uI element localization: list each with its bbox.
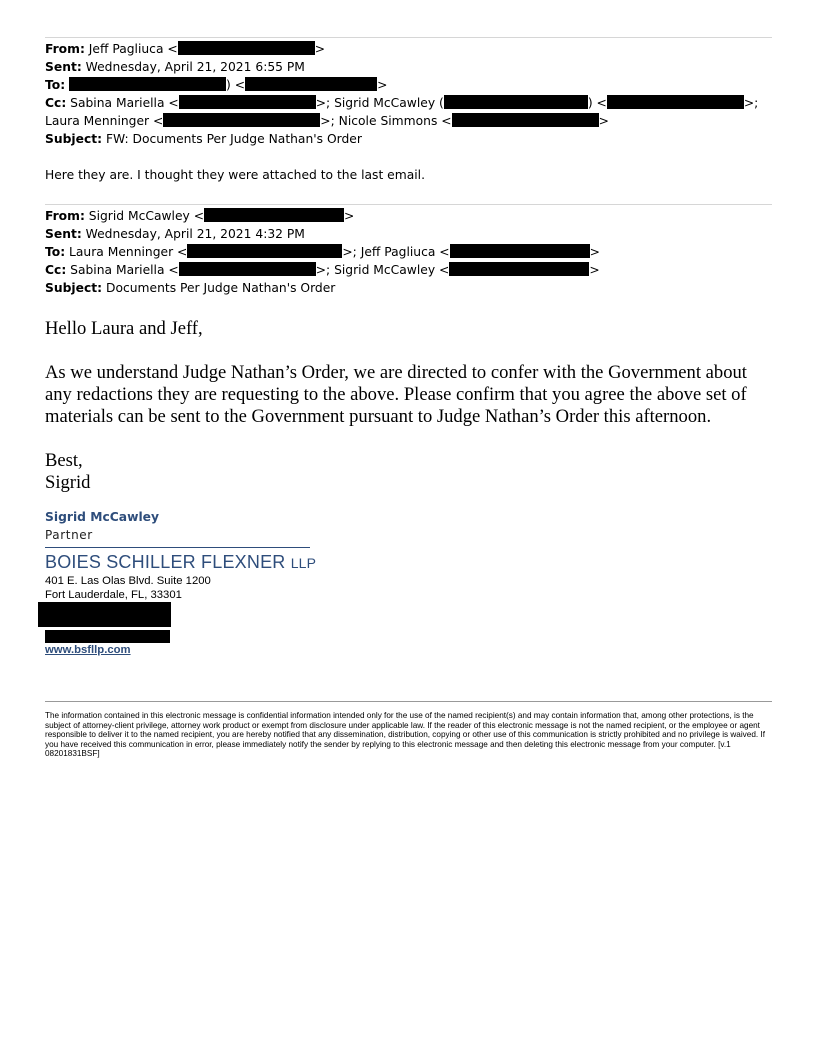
email-separator (45, 204, 772, 205)
email2-paragraph: As we understand Judge Nathan’s Order, we are directed to confer with the Government about any redactions they are requesting to the above. Please confirm that you agree the above set of materials can be sent to the Government pursuant to Judge Nathan’s Order this afternoon. (45, 362, 747, 427)
email1-cc-line-2 (45, 112, 758, 130)
from-name: Jeff Pagliuca < (88, 42, 178, 56)
redaction-block (179, 262, 316, 276)
to-label: To: (45, 78, 66, 92)
cc-recipient: Laura Menninger < (45, 114, 164, 128)
redaction-block (187, 244, 342, 258)
angle-close: > (314, 42, 326, 56)
email1-header (45, 40, 758, 148)
angle-close: > (344, 209, 355, 223)
email2-subject-line (45, 279, 600, 297)
website-link[interactable]: www.bsfllp.com (45, 644, 131, 656)
redaction-block (38, 602, 171, 627)
email2-header (45, 207, 600, 297)
to-recipient: >; Jeff Pagliuca < (342, 245, 450, 259)
top-separator (45, 37, 772, 38)
redaction-block (204, 208, 344, 222)
to-separator: ) < (226, 78, 246, 92)
email1-subject-line (45, 130, 758, 148)
cc-recipient: >; Sigrid McCawley ( (315, 96, 444, 110)
redaction-block (163, 113, 320, 127)
redaction-block (179, 95, 316, 109)
angle-close: > (598, 114, 609, 128)
email1-from-line (45, 40, 758, 58)
firm-suffix: LLP (290, 555, 317, 571)
cc-recipient: >; Nicole Simmons < (320, 114, 452, 128)
redaction-block (450, 244, 590, 258)
to-recipient: Laura Menninger < (69, 245, 188, 259)
address-line-1: 401 E. Las Olas Blvd. Suite 1200 (45, 575, 211, 587)
email2-closing: Best, (45, 450, 83, 471)
signature-title: Partner (45, 528, 93, 542)
redaction-block (444, 95, 588, 109)
email2-to-line (45, 243, 600, 261)
firm-name (45, 552, 316, 573)
to-label: To: (45, 245, 66, 259)
sent-label: Sent: (45, 60, 82, 74)
from-name: Sigrid McCawley < (88, 209, 205, 223)
cc-separator: ) < (587, 96, 607, 110)
signature-name: Sigrid McCawley (45, 510, 160, 524)
email2-from-line (45, 207, 600, 225)
angle-close: > (377, 78, 388, 92)
address-line-2: Fort Lauderdale, FL, 33301 (45, 589, 182, 601)
subject-value: FW: Documents Per Judge Nathan's Order (105, 132, 362, 146)
firm-name-text: BOIES SCHILLER FLEXNER (45, 552, 286, 572)
redaction-block (452, 113, 599, 127)
sent-label: Sent: (45, 227, 82, 241)
email2-signoff: Sigrid (45, 472, 91, 493)
from-label: From: (45, 42, 85, 56)
cc-recipient: Sabina Mariella < (70, 263, 179, 277)
redaction-block (245, 77, 377, 91)
email2-cc-line (45, 261, 600, 279)
email2-sent-line (45, 225, 600, 243)
cc-label: Cc: (45, 263, 67, 277)
subject-value: Documents Per Judge Nathan's Order (105, 281, 336, 295)
redaction-block (69, 77, 226, 91)
sent-value: Wednesday, April 21, 2021 4:32 PM (85, 227, 305, 241)
from-label: From: (45, 209, 85, 223)
redaction-block (178, 41, 315, 55)
subject-label: Subject: (45, 281, 103, 295)
cc-label: Cc: (45, 96, 67, 110)
angle-close: > (589, 245, 600, 259)
cc-separator: >; (743, 96, 759, 110)
subject-label: Subject: (45, 132, 103, 146)
redaction-block (45, 630, 170, 643)
confidentiality-disclaimer: The information contained in this electronic message is confidential information intended only for the use of the named recipient(s) and may contain information that, among other protections, is the subject of attorney-client privilege, attorney work product or exempt from disclosure under applicable law. If the reader of this electronic message is not the named recipient, or the employee or agent responsible to deliver it to the named recipient, you are hereby notified that any dissemination, distribution, copying or other use of this communication is strictly prohibited and no privilege is waived. If you have received this communication in error, please immediately notify the sender by replying to this electronic message and then deleting this electronic message from your computer. [v.1 08201831BSF] (45, 711, 765, 759)
email1-body: Here they are. I thought they were attached to the last email. (45, 168, 425, 182)
cc-recipient: >; Sigrid McCawley < (315, 263, 450, 277)
sent-value: Wednesday, April 21, 2021 6:55 PM (85, 60, 305, 74)
signature-rule (45, 547, 310, 548)
email2-greeting: Hello Laura and Jeff, (45, 318, 203, 339)
cc-recipient: Sabina Mariella < (70, 96, 179, 110)
email1-to-line (45, 76, 758, 94)
email1-sent-line (45, 58, 758, 76)
email1-cc-line-1 (45, 94, 758, 112)
disclaimer-separator (45, 701, 772, 702)
angle-close: > (589, 263, 600, 277)
redaction-block (449, 262, 589, 276)
redaction-block (607, 95, 744, 109)
